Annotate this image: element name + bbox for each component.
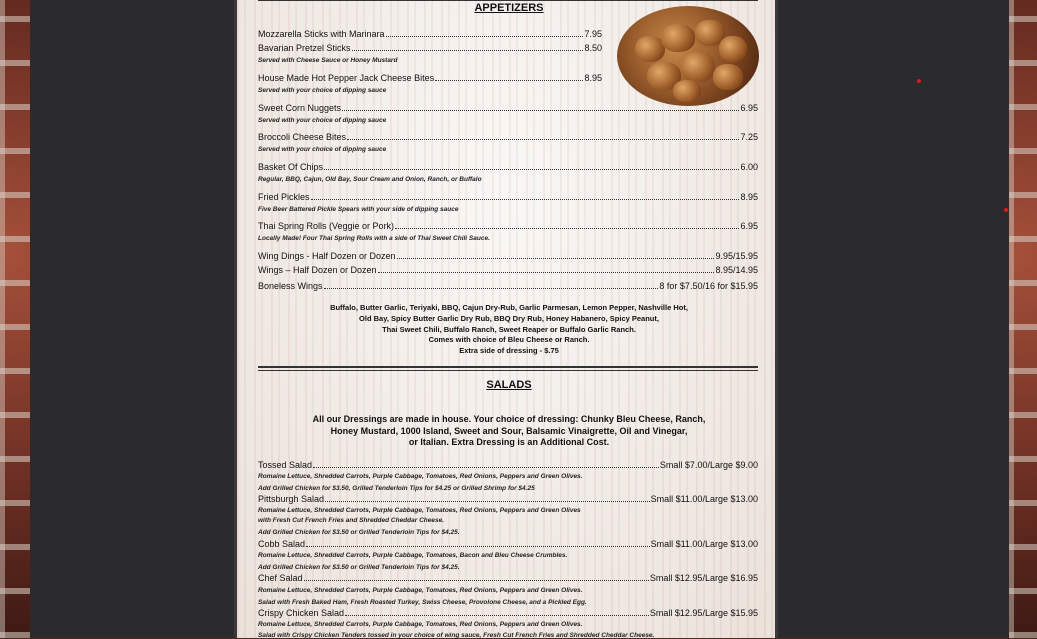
menu-item: House Made Hot Pepper Jack Cheese Bites 8.95 [258, 73, 602, 83]
section-divider [258, 366, 758, 368]
item-description: with Fresh Cut French Fries and Shredded Cheddar Cheese. [258, 517, 445, 524]
brick-wall-right [1009, 0, 1037, 638]
red-dot-marker [917, 79, 921, 83]
menu-item: Broccoli Cheese Bites 7.25 [258, 132, 758, 142]
menu-item: Cobb Salad Small $11.00/Large $13.00 [258, 539, 758, 549]
menu-item: Chef Salad Small $12.95/Large $16.95 [258, 573, 758, 583]
menu-item: Fried Pickles 8.95 [258, 192, 758, 202]
salads-heading: SALADS [486, 379, 532, 391]
item-description: Served with your choice of dipping sauce [258, 146, 387, 153]
item-description: Salad with Fresh Baked Ham, Fresh Roasted Turkey, Swiss Cheese, Provolone Cheese, and a Pickled Egg. [258, 599, 587, 606]
item-description: Romaine Lettuce, Shredded Carrots, Purple Cabbage, Tomatoes, Red Onions, Peppers and Green Olives. [258, 621, 583, 628]
dressing-note: All our Dressings are made in house. Your choice of dressing: Chunky Bleu Cheese, Ranch, Honey Mustard, 1000 Island, Sweet and Sour, Balsamic Vinaigrette, Oil and Vinegar, or Italian. Extra Dressing is an Additional Cost. [312, 414, 706, 447]
menu-page [234, 0, 778, 638]
menu-item: Thai Spring Rolls (Veggie or Pork) 6.95 [258, 221, 758, 231]
brick-wall-left [0, 0, 30, 638]
item-description: Served with your choice of dipping sauce [258, 87, 387, 94]
menu-item: Bavarian Pretzel Sticks 8.50 [258, 43, 602, 53]
top-rule [258, 0, 758, 1]
item-description: Five Beer Battered Pickle Spears with your side of dipping sauce [258, 206, 459, 213]
menu-item: Wings – Half Dozen or Dozen 8.95/14.95 [258, 265, 758, 275]
item-description: Romaine Lettuce, Shredded Carrots, Purple Cabbage, Tomatoes, Bacon and Bleu Cheese Crumbles. [258, 552, 568, 559]
item-description: Salad with Crispy Chicken Tenders tossed in your choice of wing sauce, Fresh Cut French Fries and Shredded Cheddar Cheese. [258, 632, 655, 639]
menu-item: Wing Dings - Half Dozen or Dozen 9.95/15.95 [258, 251, 758, 261]
menu-item: Crispy Chicken Salad Small $12.95/Large $15.95 [258, 608, 758, 618]
menu-item: Boneless Wings 8 for $7.50/16 for $15.95 [258, 281, 758, 291]
item-description: Add Grilled Chicken for $3.50 or Grilled Tenderloin Tips for $4.25. [258, 564, 460, 571]
item-description: Romaine Lettuce, Shredded Carrots, Purple Cabbage, Tomatoes, Red Onions, Peppers and Green Olives [258, 507, 581, 514]
item-description: Add Grilled Chicken for $3.50, Grilled Tenderloin Tips for $4.25 or Grilled Shrimp for $4.25 [258, 485, 535, 492]
section-divider [258, 370, 758, 371]
menu-item: Pittsburgh Salad Small $11.00/Large $13.00 [258, 494, 758, 504]
menu-item: Basket Of Chips 6.00 [258, 162, 758, 172]
backdrop-right [778, 0, 1009, 638]
item-description: Served with Cheese Sauce or Honey Mustard [258, 57, 398, 64]
menu-item: Sweet Corn Nuggets 6.95 [258, 103, 758, 113]
item-description: Locally Made! Four Thai Spring Rolls with a side of Thai Sweet Chili Sauce. [258, 235, 490, 242]
item-description: Romaine Lettuce, Shredded Carrots, Purple Cabbage, Tomatoes, Red Onions, Peppers and Green Olives. [258, 587, 583, 594]
item-description: Served with your choice of dipping sauce [258, 117, 387, 124]
item-description: Add Grilled Chicken for $3.50 or Grilled Tenderloin Tips for $4.25. [258, 529, 460, 536]
red-dot-marker [1004, 208, 1008, 212]
fried-bites-photo [617, 6, 759, 106]
appetizers-heading: APPETIZERS [474, 2, 544, 14]
menu-item: Tossed Salad Small $7.00/Large $9.00 [258, 460, 758, 470]
wing-sauces-note: Buffalo, Butter Garlic, Teriyaki, BBQ, Cajun Dry-Rub, Garlic Parmesan, Lemon Pepper, Nashville Hot, Old Bay, Spicy Butter Garlic Dry Rub, BBQ Dry Rub, Honey Habanero, Spicy Peanut, Thai Sweet Chili, Buffalo Ranch, Sweet Reaper or Buffalo Garlic Ranch. Comes with choice of Bleu Cheese or Ranch. Extra side of dressing - $.75 [330, 303, 688, 356]
menu-item: Mozzarella Sticks with Marinara 7.95 [258, 29, 602, 39]
item-description: Romaine Lettuce, Shredded Carrots, Purple Cabbage, Tomatoes, Red Onions, Peppers and Green Olives. [258, 473, 583, 480]
backdrop-left [30, 0, 234, 638]
item-description: Regular, BBQ, Cajun, Old Bay, Sour Cream and Onion, Ranch, or Buffalo [258, 176, 482, 183]
